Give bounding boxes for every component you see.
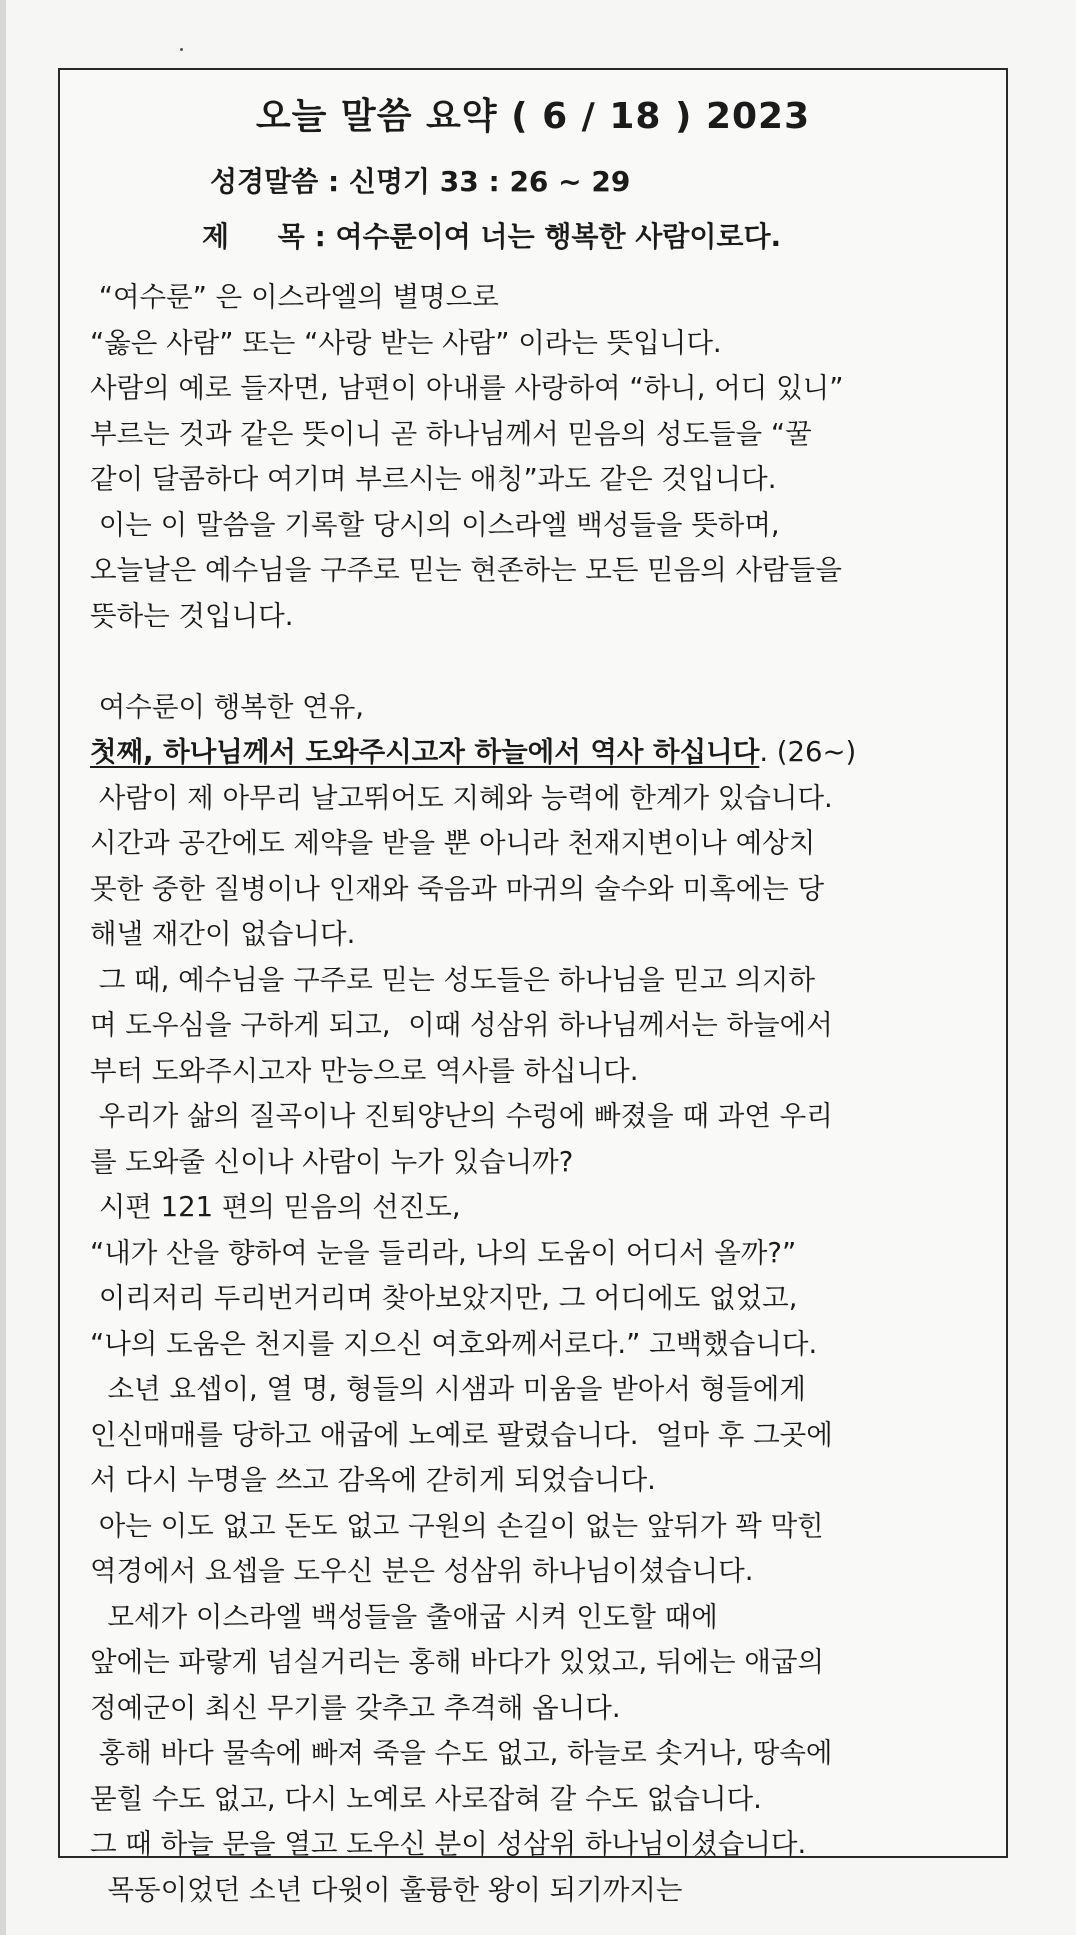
text-line: 역경에서 요셉을 도우신 분은 성삼위 하나님이셨습니다. [90, 1555, 754, 1587]
first-reason-heading: 첫째, 하나님께서 도와주시고자 하늘에서 역사 하십니다 [90, 736, 760, 768]
text-line: 앞에는 파랗게 넘실거리는 홍해 바다가 있었고, 뒤에는 애굽의 [90, 1646, 825, 1678]
text-line: 소년 요셉이, 열 명, 형들의 시샘과 미움을 받아서 형들에게 [90, 1373, 806, 1405]
text-line: 우리가 삶의 질곡이나 진퇴양난의 수렁에 빠졌을 때 과연 우리 [90, 1100, 833, 1132]
text-line: 정예군이 최신 무기를 갖추고 추격해 옵니다. [90, 1691, 621, 1724]
text-line: 그 때 하늘 문을 열고 도우신 분이 성삼위 하나님이셨습니다. [90, 1828, 807, 1860]
scripture-row [210, 160, 630, 200]
text-line: 부터 도와주시고자 만능으로 역사를 하십니다. [90, 1054, 639, 1087]
text-line: 부르는 것과 같은 뜻이니 곧 하나님께서 믿음의 성도들을 “꿀 [90, 417, 812, 450]
text-line: 시간과 공간에도 제약을 받을 뿐 아니라 천재지변이나 예상치 [90, 827, 816, 859]
text-line: 홍해 바다 물속에 빠져 죽을 수도 없고, 하늘로 솟거나, 땅속에 [90, 1737, 833, 1769]
text-line: 오늘날은 예수님을 구주로 믿는 현존하는 모든 믿음의 사람들을 [90, 554, 842, 586]
text-line: 사람의 예로 들자면, 남편이 아내를 사랑하여 “하니, 어디 있니” [90, 372, 844, 404]
reason-intro: 여수룬이 행복한 연유, [90, 690, 365, 723]
subject-row [202, 215, 781, 255]
text-line: 해낼 재간이 없습니다. [90, 918, 356, 950]
first-reason-note: . (26~) [759, 736, 857, 768]
text-line: 모세가 이스라엘 백성들을 출애굽 시켜 인도할 때에 [90, 1600, 718, 1633]
text-line: 그 때, 예수님을 구주로 믿는 성도들은 하나님을 믿고 의지하 [90, 963, 815, 996]
subject-label: 제 목 : [202, 220, 336, 253]
text-line: 못한 중한 질병이나 인재와 죽음과 마귀의 술수와 미혹에는 당 [90, 872, 825, 905]
text-line: 서 다시 누명을 쓰고 감옥에 갇히게 되었습니다. [90, 1464, 656, 1496]
text-line: 묻힐 수도 없고, 다시 노예로 사로잡혀 갈 수도 없습니다. [90, 1782, 762, 1815]
scan-speck [180, 48, 183, 51]
body-paragraphs [90, 776, 995, 1914]
paragraph-gap [90, 639, 995, 685]
text-line: 이는 이 말씀을 기록할 당시의 이스라엘 백성들을 뜻하며, [90, 508, 780, 541]
text-line: “옳은 사람” 또는 “사랑 받는 사람” 이라는 뜻입니다. [90, 326, 722, 359]
subject-text: 여수룬이여 너는 행복한 사람이로다. [335, 220, 782, 253]
text-line: 사람이 제 아무리 날고뛰어도 지혜와 능력에 한계가 있습니다. [90, 781, 833, 814]
text-line: “나의 도움은 천지를 지으신 여호와께서로다.” 고백했습니다. [90, 1327, 818, 1360]
sermon-body [90, 275, 995, 1913]
first-reason-line [90, 730, 995, 776]
text-line: 를 도와줄 신이나 사람이 누가 있습니까? [90, 1145, 574, 1178]
scripture-reference: 신명기 33 : 26 ~ 29 [348, 165, 631, 198]
intro-paragraphs [90, 275, 995, 639]
text-line: 시편 121 편의 믿음의 선진도, [90, 1191, 461, 1223]
text-line: 같이 달콤하다 여기며 부르시는 애칭”과도 같은 것입니다. [90, 463, 777, 495]
text-line: 아는 이도 없고 돈도 없고 구원의 손길이 없는 앞뒤가 꽉 막힌 [90, 1509, 824, 1542]
text-line: 이리저리 두리번거리며 찾아보았지만, 그 어디에도 없었고, [90, 1282, 798, 1314]
text-line: 뜻하는 것입니다. [90, 599, 294, 632]
text-line: 인신매매를 당하고 애굽에 노예로 팔렸습니다. 얼마 후 그곳에 [90, 1418, 833, 1451]
page-title: 오늘 말씀 요약 ( 6 / 18 ) 2023 [255, 96, 811, 137]
text-line: “여수룬” 은 이스라엘의 별명으로 [90, 281, 499, 313]
text-line: “내가 산을 향하여 눈을 들리라, 나의 도움이 어디서 올까?” [90, 1236, 797, 1269]
text-line: 며 도우심을 구하게 되고, 이때 성삼위 하나님께서는 하늘에서 [90, 1009, 833, 1041]
text-line: 목동이었던 소년 다윗이 훌륭한 왕이 되기까지는 [90, 1873, 683, 1906]
sermon-summary-sheet [58, 68, 1008, 1906]
scripture-label: 성경말씀 : [210, 165, 349, 198]
scan-left-edge [0, 0, 6, 1935]
